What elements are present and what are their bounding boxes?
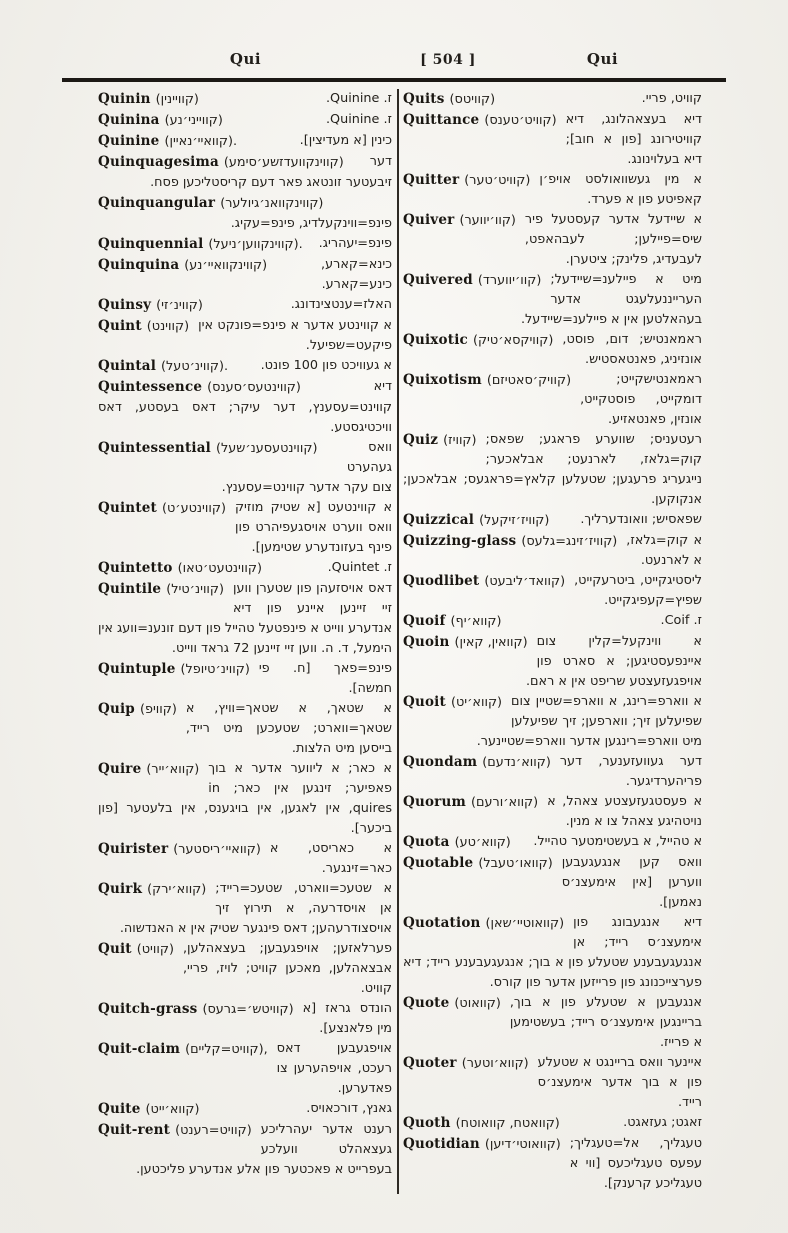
definition: א קווינטע אדער א פינפ=פונקט אין פיקעט=שפיעל. xyxy=(198,318,392,353)
pronunciation: (קוואוטי׳דיען) xyxy=(484,1137,561,1152)
definition: האלז=ענטצינדונג. xyxy=(290,297,392,312)
headword-group xyxy=(403,853,553,874)
headword-group xyxy=(98,699,177,720)
dictionary-entry xyxy=(98,234,392,255)
pronunciation: (קווא׳טע) xyxy=(454,835,511,850)
dictionary-entry xyxy=(98,1099,392,1120)
headword: Quitch-grass xyxy=(98,1001,198,1017)
headword-group xyxy=(403,510,549,531)
headword-group xyxy=(403,792,538,813)
definition: ז. Quinine. xyxy=(325,112,392,127)
definition: א געוויכט פון 100 פונט. xyxy=(260,358,392,373)
definition: א מין געשוואולסט אויפ׳ן קאפיטע פון א פערד. xyxy=(539,172,702,207)
dictionary-entry xyxy=(403,430,702,510)
right-column xyxy=(403,89,702,1194)
definition: וואס קען אנגעגעבען ווערען [אין אימעצנ׳ס נאמען]. xyxy=(561,855,702,910)
headword-group xyxy=(98,295,203,316)
definition: הונדס גראז [א מין פלאנצע]. xyxy=(302,1001,392,1036)
dictionary-entry xyxy=(98,131,392,152)
definition: דיא קווינט=עסענץ, דער עיקר; דאס בעסטע, דאס וויכטיגסטע. xyxy=(98,379,392,435)
headword-group xyxy=(98,999,294,1020)
headword: Quizzical xyxy=(403,512,475,528)
headword: Quintessential xyxy=(98,440,211,456)
headword-group xyxy=(98,89,199,110)
pronunciation: (קווא׳ייט) xyxy=(145,1102,200,1117)
dictionary-entry xyxy=(98,377,392,438)
definition: ז. Coif. xyxy=(660,613,702,628)
definition: ראמאנטיש; דום, פוסט, אונזיניג, פאנטאסטיש. xyxy=(562,332,702,367)
pronunciation: (קוויטש׳=גרעס) xyxy=(202,1002,294,1017)
dictionary-entry xyxy=(98,999,392,1039)
headword-group xyxy=(403,692,502,713)
pronunciation: (קווינ׳טיופל) xyxy=(180,662,250,677)
headword: Quitter xyxy=(403,172,460,188)
page-number: [ 504 ] xyxy=(420,52,476,68)
headword-group xyxy=(98,759,199,780)
pronunciation: (קוויז׳זינג=גלעס) xyxy=(521,534,618,549)
headword-group xyxy=(403,170,530,191)
pronunciation: (קוויינין) xyxy=(155,92,199,107)
definition: א כאריסט, א כאר=זינגער. xyxy=(269,841,392,876)
headword: Quit-claim xyxy=(98,1041,181,1057)
headword-group xyxy=(98,939,174,960)
headword: Quote xyxy=(403,995,450,1011)
dictionary-entry xyxy=(403,692,702,752)
dictionary-entry xyxy=(98,759,392,839)
pronunciation: (קווינקוואיי׳נע) xyxy=(184,258,268,273)
definition: קוויט, פריי. xyxy=(641,91,702,106)
pronunciation: (קווינטע׳ט) xyxy=(161,501,226,516)
definition: א שטעכ=ווארט, שטעכ=רייד; אן אויסדרעה, א תירוץ זיך אויסצודרעהען; דאס פינגער שטיק אין א האנדשוה. xyxy=(119,881,392,936)
pronunciation: (קוואד׳ליבעט) xyxy=(484,574,566,589)
headword: Quinsy xyxy=(98,297,152,313)
dictionary-entry xyxy=(403,993,702,1053)
headword-group xyxy=(403,832,511,853)
headword: Quinquagesima xyxy=(98,154,219,170)
headword: Quinquina xyxy=(98,257,180,273)
dictionary-entry xyxy=(403,571,702,611)
headword: Quint xyxy=(98,318,142,334)
headword: Quixotic xyxy=(403,332,468,348)
pronunciation: (קוויט׳טער) xyxy=(464,173,531,188)
pronunciation: (קווינט) xyxy=(146,319,190,334)
headword: Quinquangular xyxy=(98,195,216,211)
headword: Quoif xyxy=(403,613,446,629)
headword-group xyxy=(403,1134,561,1155)
pronunciation: (קווא׳יף) xyxy=(450,614,502,629)
headword: Quinquennial xyxy=(98,236,204,252)
definition: דיא אנגעבונג פון אימעצנ׳ס רייד; אן אנגעגעבענע שטעלע פון א בוך; אנגעגעבענע רייד; דיא פערצייכנונג פון פרייזען אדער פון קורס. xyxy=(403,915,702,990)
pronunciation: (קווינטעס׳סענס) xyxy=(207,380,301,395)
pronunciation: (קווא׳וטער) xyxy=(461,1056,529,1071)
definition: זאגט; געזאגט. xyxy=(623,1115,702,1130)
pronunciation: (קווייני׳נע) xyxy=(164,113,223,128)
headword: Quotidian xyxy=(403,1136,480,1152)
columns-container xyxy=(0,82,788,1194)
pronunciation: (קוויט=קליים), xyxy=(185,1042,268,1057)
pronunciation: (קוויט׳טענס) xyxy=(484,113,557,128)
dictionary-entry xyxy=(403,913,702,993)
headword-group xyxy=(98,659,250,680)
dictionary-entry xyxy=(98,1120,392,1180)
pronunciation: (קווא׳ירק) xyxy=(147,882,207,897)
dictionary-entry xyxy=(98,438,392,498)
dictionary-entry xyxy=(403,1134,702,1194)
headword: Quintuple xyxy=(98,661,176,677)
dictionary-entry xyxy=(403,792,702,832)
definition: גאנץ, דורכאויס. xyxy=(306,1101,392,1116)
pronunciation: (קוויז׳זיקעל) xyxy=(479,513,550,528)
headword: Quondam xyxy=(403,754,478,770)
pronunciation: (קווא׳יט) xyxy=(450,695,503,710)
headword: Quoth xyxy=(403,1115,451,1131)
pronunciation: (קוויפ) xyxy=(139,702,177,717)
headword: Quite xyxy=(98,1101,141,1117)
definition: אויפגעבען דאס רעכט, אויפהערען צו פאדערען. xyxy=(276,1041,392,1096)
pronunciation: (קוואוטיי׳שאן) xyxy=(485,916,565,931)
definition: כינא=קארע, כינע=קארע. xyxy=(321,257,392,292)
dictionary-entry xyxy=(98,152,392,193)
definition: דאס אויסזעהן פון שטערן ווען זיי זיינען איינע פון דיא אנדערע ווייט א פינפטעל טהייל פון דעם זונענ=וועג אין הימעל, ד. ה. ווען זיי זיינען 72 גראד ווייט. xyxy=(98,581,392,656)
headword-group xyxy=(403,1113,560,1134)
headword-group xyxy=(403,913,564,934)
dictionary-entry xyxy=(98,255,392,295)
dictionary-entry xyxy=(98,939,392,999)
headword: Quorum xyxy=(403,794,466,810)
definition: אנגעבען א שטעלע פון א בוך, בריינגען אימעצנ׳ס רייד; בעשטימען א פרייז. xyxy=(509,995,702,1050)
headword: Quire xyxy=(98,761,142,777)
definition: פינפ=פאך [ח. פי חמשה]. xyxy=(258,661,392,696)
headword: Quoter xyxy=(403,1055,457,1071)
headword-group xyxy=(403,89,495,110)
definition: ז. Quinine. xyxy=(325,91,392,106)
pronunciation: (קוו׳יווערד) xyxy=(477,273,542,288)
headword-group xyxy=(98,316,189,337)
pronunciation: (קווינ׳טעל). xyxy=(161,359,229,374)
dictionary-entry xyxy=(403,752,702,792)
headword: Quixotism xyxy=(403,372,482,388)
headword-group xyxy=(98,498,226,519)
pronunciation: (קווינטעט׳טאו) xyxy=(177,561,262,576)
definition: א ווארפ=רינג, א ווארפ=שטיין צום שפיעלען זיך; ווארפען; זיך שפיעלען מיט ווארפ=רינגען אדער ווארפ=שטיינער. xyxy=(476,694,702,749)
page-header xyxy=(0,0,788,68)
definition: א פעסטגעזעצטע צאהל, א נויטהיגע צאהל צו א מנין. xyxy=(547,794,702,829)
dictionary-entry xyxy=(403,210,702,270)
definition: דער געוועזענער, דער פריהערדיגער. xyxy=(559,754,702,789)
dictionary-entry xyxy=(98,295,392,316)
pronunciation: (קוואין, קאין) xyxy=(454,635,528,650)
dictionary-entry xyxy=(403,270,702,330)
pronunciation: (קווא׳ורעם) xyxy=(471,795,539,810)
headword-group xyxy=(98,1120,252,1141)
guide-word-right: Qui xyxy=(586,50,619,68)
pronunciation: (קוואיי׳ריסטער) xyxy=(173,842,261,857)
headword-group xyxy=(403,632,528,653)
definition: איינער וואס בריינגט א שטעלע פון א בוך אדער אימעצנ׳ס רייד. xyxy=(537,1055,702,1110)
definition: פערלאזען; אויפגעבען; בעצאהלען, אבצאהלען, מאכען קוויט; לויז, פריי, קוויט. xyxy=(182,941,392,996)
dictionary-entry xyxy=(403,1113,702,1134)
pronunciation: (קוו׳יווער) xyxy=(459,213,516,228)
definition: א קווינטעט [א שטיק מוזיק וואס ווערט אויסגעפיהרט פון פינף בעזונדערע שטימען]. xyxy=(234,500,392,555)
headword-group xyxy=(98,193,323,214)
headword: Quivered xyxy=(403,272,473,288)
definition: מיט א פיילענ=שיידעל; הערייננעלעגט אדער בעהאלטען אין א פיילענ=שיידעל. xyxy=(520,272,702,327)
pronunciation: (קווינ׳טיל) xyxy=(166,582,224,597)
left-column xyxy=(98,89,392,1194)
headword-group xyxy=(403,611,502,632)
headword-group xyxy=(403,110,557,131)
headword: Quittance xyxy=(403,112,480,128)
headword: Quodlibet xyxy=(403,573,480,589)
headword: Quoit xyxy=(403,694,446,710)
definition: דיא בעצאהלונג, דיא קוויטירונג [פון א חוב]; דיא בעלוינונג. xyxy=(565,112,702,167)
headword: Quintal xyxy=(98,358,157,374)
headword-group xyxy=(98,255,267,276)
headword-group xyxy=(403,993,501,1014)
dictionary-entry xyxy=(98,89,392,110)
headword-group xyxy=(403,330,553,351)
dictionary-entry xyxy=(403,330,702,370)
definition: א שטאך, א שטאך=וויץ, א שטאך=ווארט; שטעכען מיט רייד, בייסען מיט הלצות. xyxy=(185,701,392,756)
dictionary-entry xyxy=(98,316,392,356)
headword-group xyxy=(98,131,237,152)
headword-group xyxy=(403,1053,529,1074)
headword: Quit-rent xyxy=(98,1122,171,1138)
headword: Quirk xyxy=(98,881,143,897)
dictionary-entry xyxy=(98,579,392,659)
pronunciation: (קוויט=רענט) xyxy=(175,1123,252,1138)
headword-group xyxy=(403,210,516,231)
definition: ליסטיגקייט, ביטרעקייט, שפיץ=קעפיגקייט. xyxy=(574,573,702,608)
headword: Quintessence xyxy=(98,379,203,395)
definition: טעגליך, אל=טעגליך; עפעס טעגליכעס [ווי א טעגליכע קרענק]. xyxy=(569,1136,702,1191)
dictionary-entry xyxy=(403,832,702,853)
pronunciation: (קוויק׳סאטיזם) xyxy=(486,373,572,388)
pronunciation: (קוויז) xyxy=(443,433,477,448)
dictionary-entry xyxy=(98,498,392,558)
headword: Quoin xyxy=(403,634,450,650)
guide-word-left: Qui xyxy=(229,50,262,68)
dictionary-entry xyxy=(403,170,702,210)
headword-group xyxy=(403,571,565,592)
pronunciation: (קווינקוועדזשע׳סימע) xyxy=(223,155,344,170)
dictionary-entry xyxy=(403,632,702,692)
headword-group xyxy=(98,110,223,131)
definition: ז. Quintet. xyxy=(327,560,392,575)
definition: פינפ=ווינקעלדיג, פינפ=עקיג. xyxy=(230,216,392,231)
headword-group xyxy=(98,879,206,900)
definition: א כאר; א ליווער אדער א בוך פאפיער; זינגען אין כאר; in quires, אין לאגען, אין בויגענס, אין בלעטער [פון ביכער]. xyxy=(98,761,392,836)
pronunciation: (קווינ׳זי) xyxy=(156,298,203,313)
dictionary-entry xyxy=(98,699,392,759)
dictionary-entry xyxy=(403,611,702,632)
headword: Quits xyxy=(403,91,445,107)
headword: Quinina xyxy=(98,112,160,128)
dictionary-entry xyxy=(403,110,702,170)
headword-group xyxy=(403,430,477,451)
headword-group xyxy=(98,558,262,579)
headword-group xyxy=(98,234,303,255)
headword: Quota xyxy=(403,834,450,850)
pronunciation: (קוואטח, קוואוטח) xyxy=(455,1116,560,1131)
pronunciation: (קווינקוואנ׳גיולער) xyxy=(220,196,324,211)
headword: Quip xyxy=(98,701,135,717)
dictionary-entry xyxy=(403,510,702,531)
definition: כינין [א מעדיצין]. xyxy=(299,133,392,148)
pronunciation: (קוואיי׳נאיין). xyxy=(164,134,238,149)
headword-group xyxy=(403,370,571,391)
headword-group xyxy=(403,531,617,552)
pronunciation: (קוויטס) xyxy=(449,92,496,107)
headword: Quizzing-glass xyxy=(403,533,517,549)
dictionary-entry xyxy=(98,879,392,939)
dictionary-entry xyxy=(98,193,392,234)
headword-group xyxy=(98,152,344,173)
dictionary-entry xyxy=(403,370,702,430)
definition: דער זיבעטער זונטאג פאר דעם קריסטליכען פסח. xyxy=(150,154,392,190)
dictionary-entry xyxy=(98,110,392,131)
pronunciation: (קווא׳נדעם) xyxy=(482,755,551,770)
dictionary-entry xyxy=(403,853,702,913)
definition: פינפ=יעהריג. xyxy=(318,236,392,251)
dictionary-entry xyxy=(98,558,392,579)
definition: וואס געהערט צום עקר אדער קווינט=עסענץ. xyxy=(221,440,392,495)
dictionary-entry xyxy=(98,1039,392,1099)
headword-group xyxy=(403,270,541,291)
headword: Quotation xyxy=(403,915,481,931)
definition: שפאסיש; וואונדערליך. xyxy=(580,512,702,527)
headword-group xyxy=(98,1099,199,1120)
dictionary-entry xyxy=(98,356,392,377)
definition: א שיידעל אדער קעסטעל פיר שיס=פיילען; לעבהאפט, לעבעדיג, פלינק; ציטערן. xyxy=(524,212,702,267)
dictionary-entry xyxy=(98,659,392,699)
definition: א ווינקעל=קלין צום איינפעסטיגען; א סארט פון אויפגעזעצטע שריפט אין א ראם. xyxy=(525,634,702,689)
headword: Quintile xyxy=(98,581,162,597)
headword-group xyxy=(98,579,224,600)
pronunciation: (קוויקסא׳טיק) xyxy=(472,333,554,348)
headword-group xyxy=(403,752,551,773)
definition: רענט אדער יעהרליכע געצאהלט וועלכע בעפרייט א פאכטער פון אלע אנדערע פליכטען. xyxy=(136,1122,392,1177)
dictionary-entry xyxy=(403,1053,702,1113)
headword: Quinine xyxy=(98,133,160,149)
definition: א טהייל, א בעשטימטער טהייל. xyxy=(533,834,702,849)
column-divider xyxy=(397,89,399,1194)
pronunciation: (קווינקווען׳ניעל). xyxy=(208,237,303,252)
definition: א קוק=גלאז, א לארנעט. xyxy=(626,533,702,568)
headword: Quiz xyxy=(403,432,439,448)
headword: Quintetto xyxy=(98,560,173,576)
headword: Quit xyxy=(98,941,132,957)
headword: Quiver xyxy=(403,212,455,228)
definition: רעטעניס; שווערע פראגע; שפאס; קוק=גלאז, לארנעט; אבלאכער; נייגעריג פרעגען; שטעלען קלאץ=פראגעס; אבלאכען; אנקוקען. xyxy=(403,432,702,507)
pronunciation: (קוויט) xyxy=(136,942,174,957)
headword-group xyxy=(98,1039,268,1060)
headword-group xyxy=(98,438,317,459)
headword: Quirister xyxy=(98,841,169,857)
headword: Quinin xyxy=(98,91,151,107)
definition: ראמאנטישקייט; דומקייט, פוסטקייט, אונזין, פאנטאזיע. xyxy=(580,372,702,427)
headword-group xyxy=(98,356,228,377)
pronunciation: (קוואוט) xyxy=(454,996,501,1011)
dictionary-entry xyxy=(403,89,702,110)
pronunciation: (קוואו׳טעבל) xyxy=(478,856,553,871)
pronunciation: (קווינטעסענ׳שעל) xyxy=(216,441,318,456)
headword-group xyxy=(98,839,261,860)
pronunciation: (קווא׳ייר) xyxy=(146,762,200,777)
headword-group xyxy=(98,377,301,398)
headword: Quotable xyxy=(403,855,474,871)
dictionary-entry xyxy=(98,839,392,879)
dictionary-entry xyxy=(403,531,702,571)
headword: Quintet xyxy=(98,500,157,516)
